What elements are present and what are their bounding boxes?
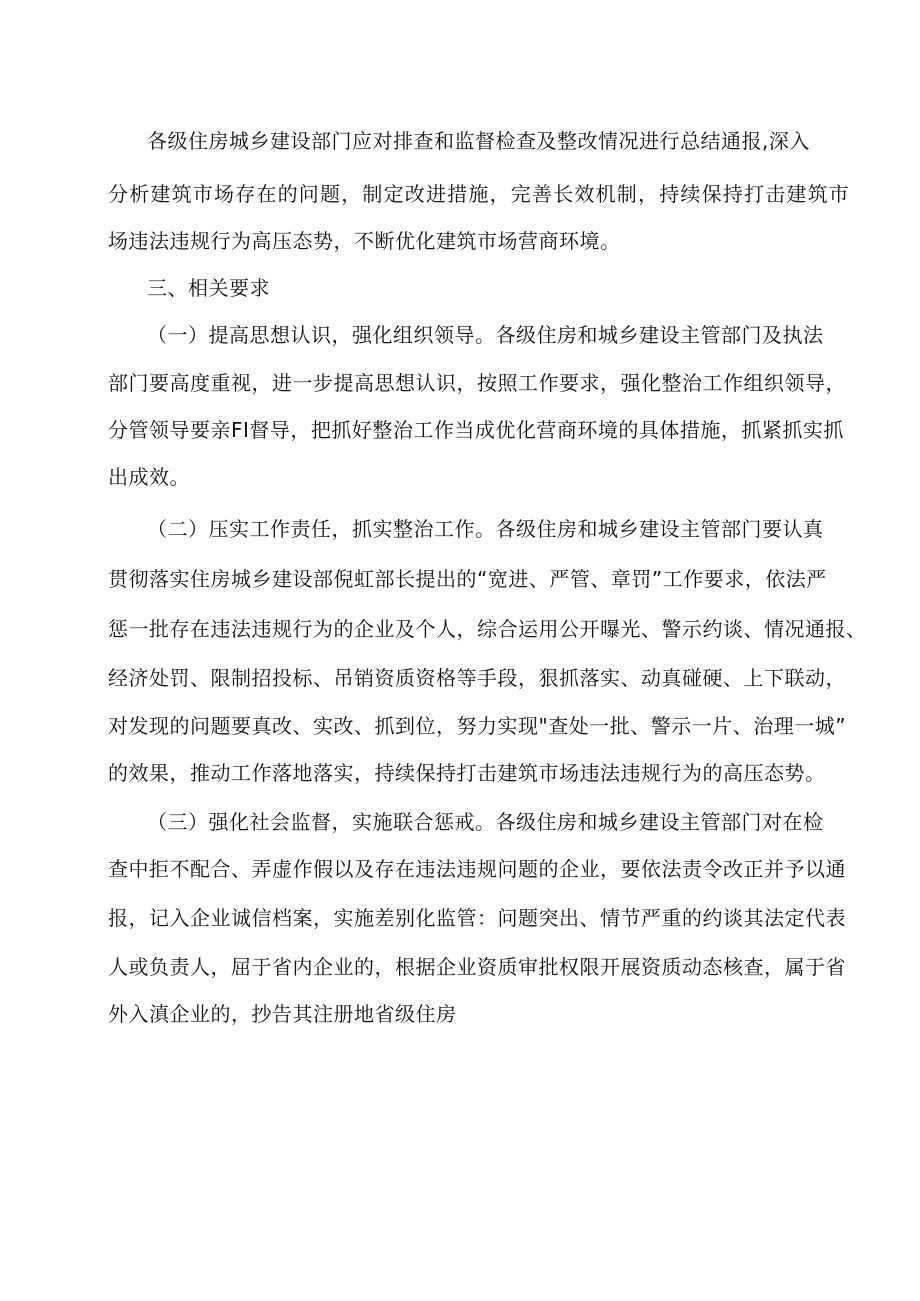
para2-line3: 分管领导要亲FI督导，把抓好整治工作当成优化营商环境的具体措施，抓紧抓实抓 (108, 418, 844, 442)
para4-line2: 查中拒不配合、弄虚作假以及存在违法违规问题的企业，要依法责令改正并予以通 (108, 857, 846, 881)
para2-line2: 部门要高度重视，进一步提高思想认识，按照工作要求，强化整治工作组织领导， (108, 371, 846, 395)
para3-line3: 惩一批存在违法违规行为的企业及个人，综合运用公开曝光、警示约谈、情况通报、 (108, 617, 867, 641)
para4-line4: 人或负责人，屈于省内企业的，根据企业资质审批权限开展资质动态核查，属于省 (108, 955, 846, 979)
para4-line1: （三）强化社会监督，实施联合惩戒。各级住房和城乡建设主管部门对在检 (147, 810, 824, 834)
para4-line3: 报，记入企业诚信档案，实施差别化监管：问题突出、情节严重的约谈其法定代表 (108, 906, 846, 930)
para1-line3: 场违法违规行为高压态势，不断优化建筑市场营商环境。 (108, 229, 621, 253)
section-heading-3: 三、相关要求 (147, 276, 270, 300)
para3-line1: （二）压实工作责任，抓实整治工作。各级住房和城乡建设主管部门要认真 (147, 517, 824, 541)
para1-line2: 分析建筑市场存在的问题，制定改进措施，完善长效机制，持续保持打击建筑市 (108, 182, 850, 206)
para3-line4: 经济处罚、限制招投标、吊销资质资格等手段，狠抓落实、动真碰硬、上下联动， (108, 666, 846, 690)
para3-line6: 的效果，推动工作落地落实，持续保持打击建筑市场违法违规行为的高压态势。 (108, 761, 826, 785)
para3-line2: 贯彻落实住房城乡建设部倪虹部长提出的“宽进、严管、章罚”工作要求，依法严 (108, 567, 827, 591)
para2-line1: （一）提高思想认识，强化组织领导。各级住房和城乡建设主管部门及执法 (147, 323, 824, 347)
para3-line5: 对发现的问题要真改、实改、抓到位，努力实现"查处一批、警示一片、治理一城” (108, 714, 847, 738)
para2-line4: 出成效。 (108, 465, 190, 489)
para4-line5: 外入滇企业的，抄告其注册地省级住房 (108, 1002, 457, 1026)
para1-line1: 各级住房城乡建设部门应对排查和监督检查及整改情况进行总结通报,深入 (147, 129, 810, 153)
